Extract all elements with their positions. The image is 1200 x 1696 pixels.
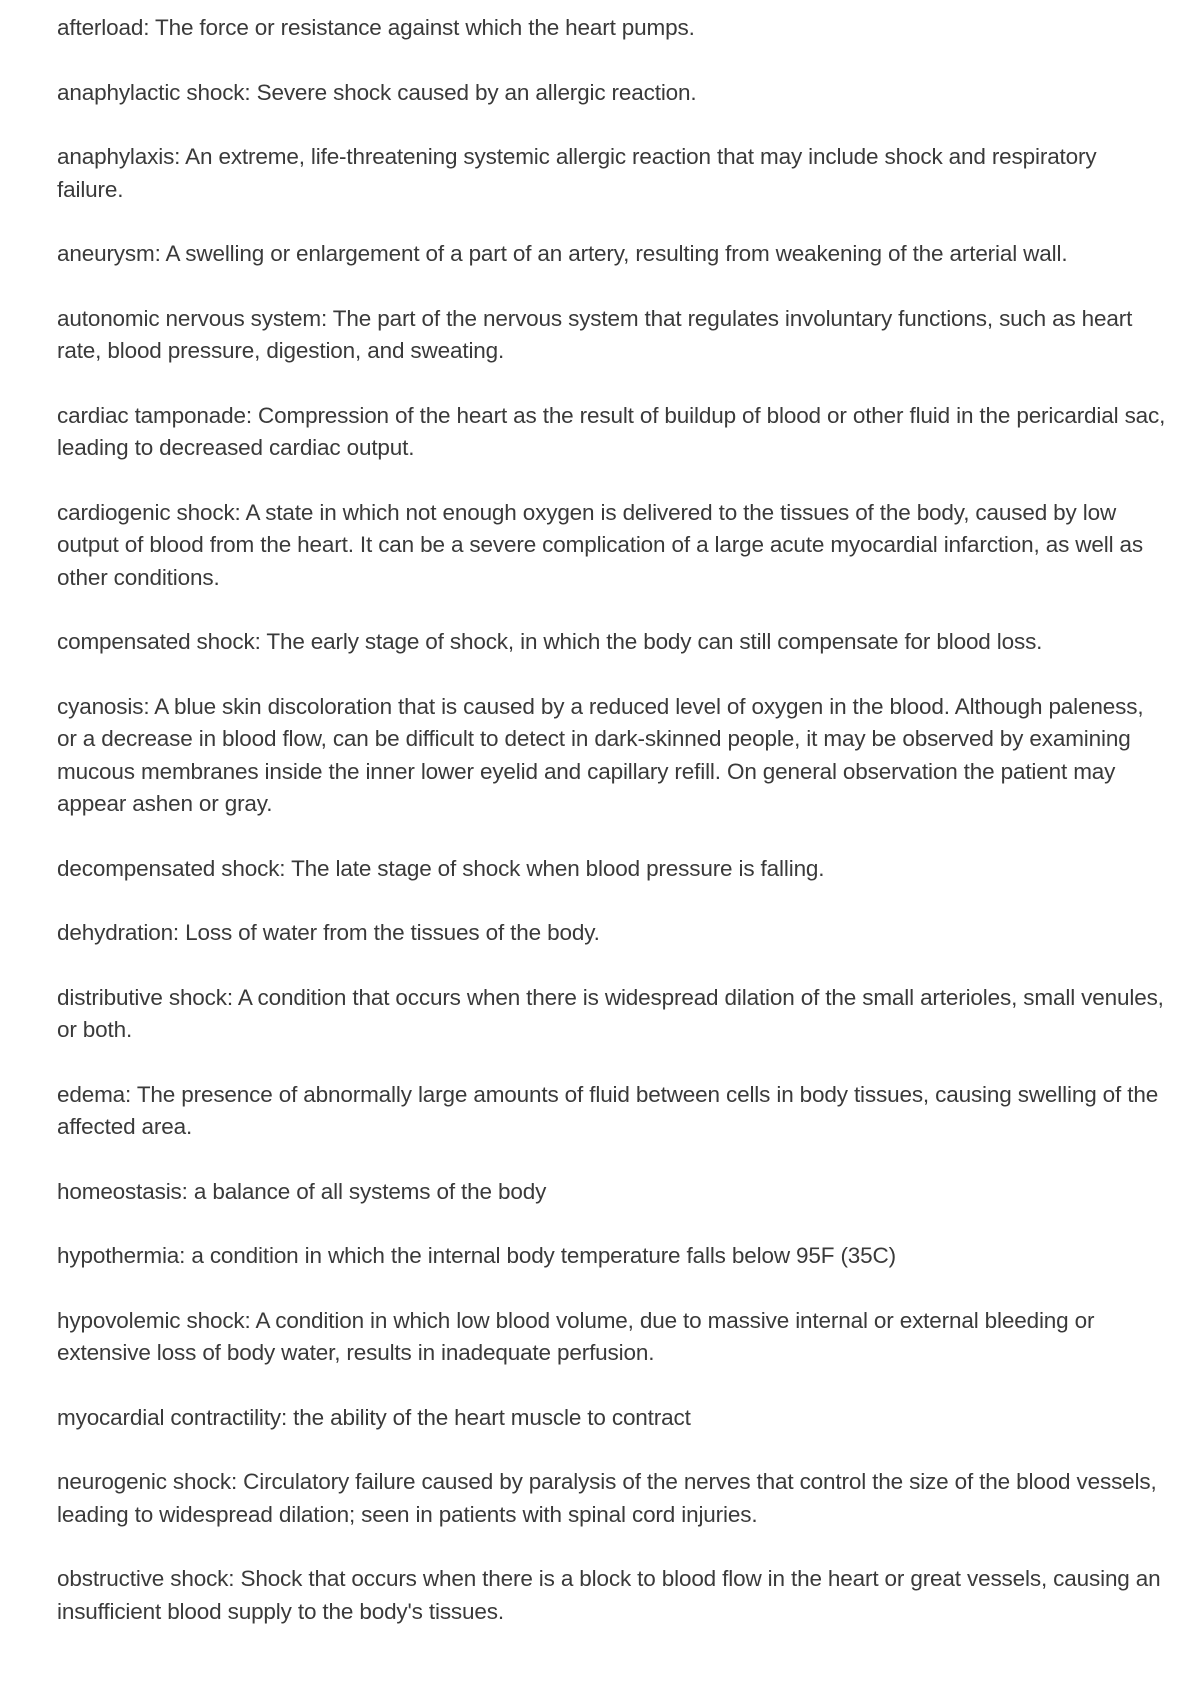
glossary-entry-edema: edema: The presence of abnormally large amounts of fluid between cells in body tissues, causing swelling of the affected area. (57, 1081, 1159, 1139)
glossary-entry-autonomic-nervous-system: autonomic nervous system: The part of the nervous system that regulates involuntary functions, such as heart rate, blood pressure, digestion, and sweating. (57, 305, 1133, 363)
glossary-entry-cyanosis: cyanosis: A blue skin discoloration that is caused by a reduced level of oxygen in the blood. Although paleness, or a decrease in blood flow, can be difficult to detect in dark-skinned people, it may be observed by examining mucous membranes inside the inner lower eyelid and capillary refill. On general observation the patient may appear ashen or gray. (57, 693, 1144, 816)
glossary-entry-decompensated-shock: decompensated shock: The late stage of shock when blood pressure is falling. (57, 855, 825, 881)
glossary-entry-compensated-shock: compensated shock: The early stage of shock, in which the body can still compensate for blood loss. (57, 629, 1043, 654)
glossary-entry-homeostasis: homeostasis: a balance of all systems of the body (57, 1178, 547, 1204)
glossary-entry-dehydration: dehydration: Loss of water from the tissues of the body. (57, 920, 600, 945)
glossary-entry-obstructive-shock: obstructive shock: Shock that occurs when there is a block to blood flow in the heart or great vessels, causing an insufficient blood supply to the body's tissues. (57, 1566, 1161, 1624)
glossary-entry-myocardial-contractility: myocardial contractility: the ability of the heart muscle to contract (57, 1404, 691, 1430)
glossary-entry-cardiogenic-shock: cardiogenic shock: A state in which not enough oxygen is delivered to the tissues of the body, caused by low output of blood from the heart. It can be a severe complication of a large acute myocardial infarction, as well as other conditions. (57, 499, 1143, 590)
glossary-entry-hypovolemic-shock: hypovolemic shock: A condition in which low blood volume, due to massive internal or external bleeding or extensive loss of body water, results in inadequate perfusion. (57, 1307, 1095, 1365)
glossary-entry-anaphylactic-shock: anaphylactic shock: Severe shock caused by an allergic reaction. (57, 79, 697, 105)
glossary-entry-afterload: afterload: The force or resistance against which the heart pumps. (57, 15, 695, 40)
glossary-entry-cardiac-tamponade: cardiac tamponade: Compression of the heart as the result of buildup of blood or other fluid in the pericardial sac, leading to decreased cardiac output. (57, 402, 1166, 460)
glossary-entry-aneurysm: aneurysm: A swelling or enlargement of a part of an artery, resulting from weakening of the arterial wall. (57, 241, 1068, 266)
glossary-page (57, 12, 1167, 1660)
glossary-entry-hypothermia: hypothermia: a condition in which the internal body temperature falls below 95F (35C) (57, 1243, 896, 1268)
glossary-entry-anaphylaxis: anaphylaxis: An extreme, life-threatening systemic allergic reaction that may include shock and respiratory failure. (57, 144, 1097, 202)
glossary-entry-neurogenic-shock: neurogenic shock: Circulatory failure caused by paralysis of the nerves that control the size of the blood vessels, leading to widespread dilation; seen in patients with spinal cord injuries. (57, 1469, 1157, 1527)
glossary-entry-distributive-shock: distributive shock: A condition that occurs when there is widespread dilation of the small arterioles, small venules, or both. (57, 984, 1164, 1042)
